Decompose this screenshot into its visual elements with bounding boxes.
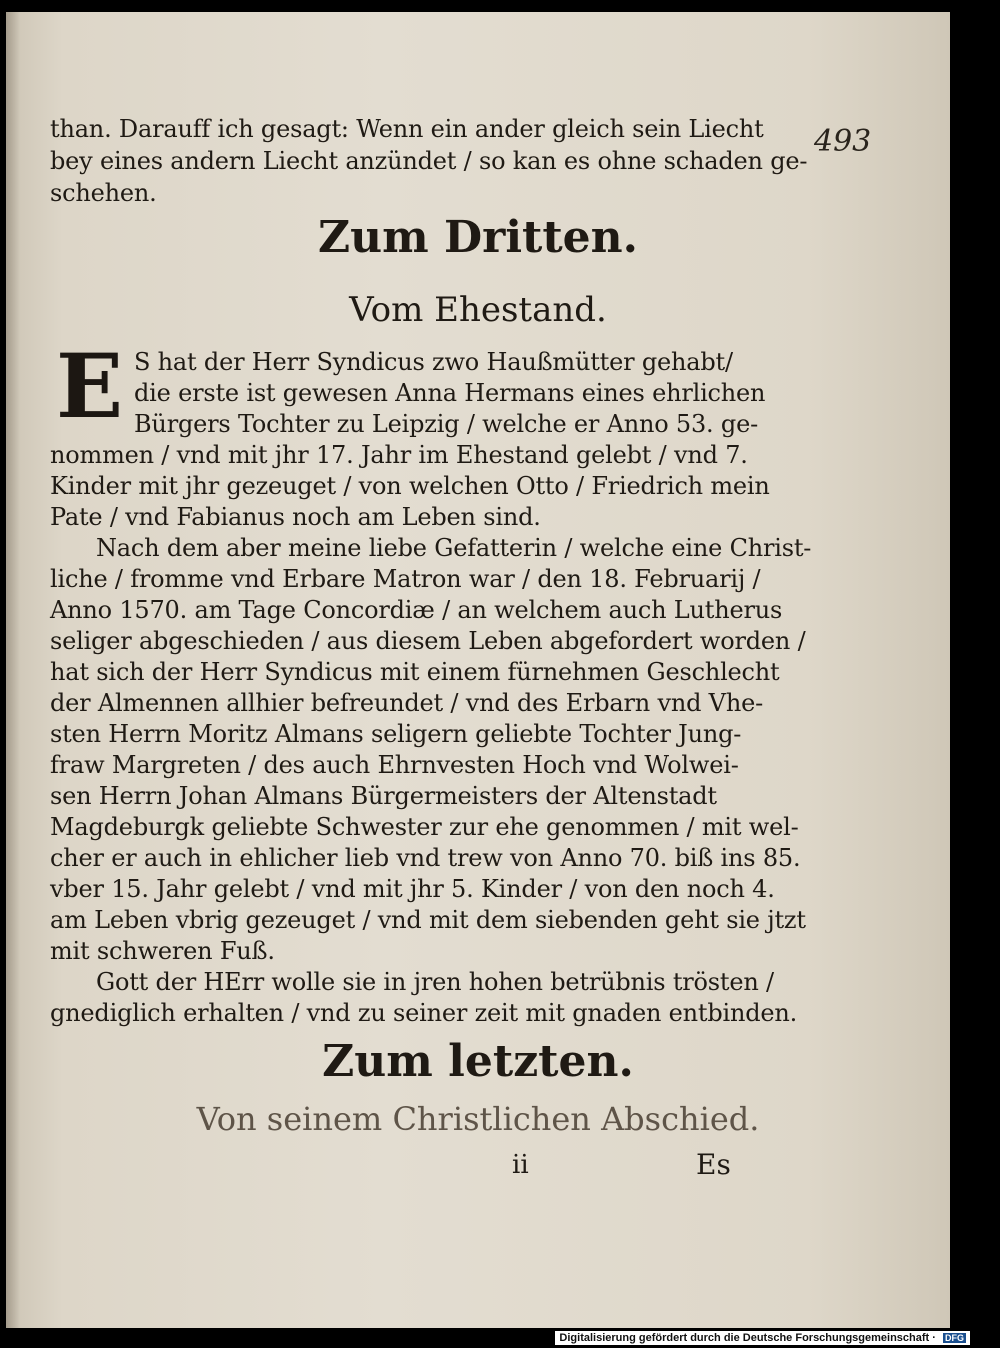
paragraph-line: Magdeburgk geliebte Schwester zur ehe genommen / mit wel- xyxy=(50,813,799,841)
signature-mark: ii xyxy=(512,1150,529,1180)
paragraph-line: Nach dem aber meine liebe Gefatterin / welche eine Christ- xyxy=(96,534,812,562)
continuation-line: schehen. xyxy=(50,179,157,207)
paragraph-line: gnediglich erhalten / vnd zu seiner zeit mit gnaden entbinden. xyxy=(50,999,798,1027)
paragraph-line: vber 15. Jahr gelebt / vnd mit jhr 5. Kinder / von den noch 4. xyxy=(50,875,775,903)
section-heading-last: Zum letzten. xyxy=(322,1036,634,1087)
paragraph-line: liche / fromme vnd Erbare Matron war / den 18. Februarij / xyxy=(50,565,761,593)
paragraph-line: S hat der Herr Syndicus zwo Haußmütter gehabt/ xyxy=(134,348,733,376)
book-page xyxy=(6,12,950,1328)
paragraph-line: Bürgers Tochter zu Leipzig / welche er Anno 53. ge- xyxy=(134,410,758,438)
funding-footer xyxy=(555,1331,970,1345)
paragraph-line: sten Herrn Moritz Almans seligern geliebte Tochter Jung- xyxy=(50,720,742,748)
footer-text: Digitalisierung gefördert durch die Deutsche Forschungsgemeinschaft · xyxy=(559,1332,936,1344)
dfg-logo-icon: DFG xyxy=(945,1333,964,1343)
continuation-line: bey eines andern Liecht anzündet / so kan es ohne schaden ge- xyxy=(50,147,808,175)
drop-cap-initial: E xyxy=(56,334,124,438)
paragraph-line: die erste ist gewesen Anna Hermans eines ehrlichen xyxy=(134,379,766,407)
paragraph-line: cher er auch in ehlicher lieb vnd trew von Anno 70. biß ins 85. xyxy=(50,844,801,872)
catchword: Es xyxy=(696,1148,731,1181)
paragraph-line: sen Herrn Johan Almans Bürgermeisters der Altenstadt xyxy=(50,782,717,810)
paragraph-line: nommen / vnd mit jhr 17. Jahr im Ehestand gelebt / vnd 7. xyxy=(50,441,748,469)
paragraph-line: der Almennen allhier befreundet / vnd des Erbarn vnd Vhe- xyxy=(50,689,763,717)
paragraph-line: Pate / vnd Fabianus noch am Leben sind. xyxy=(50,503,541,531)
paragraph-line: Gott der HErr wolle sie in jren hohen betrübnis trösten / xyxy=(96,968,774,996)
paragraph-line: fraw Margreten / des auch Ehrnvesten Hoch vnd Wolwei- xyxy=(50,751,739,779)
paragraph-line: Anno 1570. am Tage Concordiæ / an welchem auch Lutherus xyxy=(50,596,783,624)
paragraph-line: seliger abgeschieden / aus diesem Leben abgefordert worden / xyxy=(50,627,806,655)
paragraph-line: Kinder mit jhr gezeuget / von welchen Otto / Friedrich mein xyxy=(50,472,770,500)
section-subheading-marriage: Vom Ehestand. xyxy=(349,290,607,330)
continuation-line: than. Darauff ich gesagt: Wenn ein ander gleich sein Liecht xyxy=(50,115,764,143)
page-number: 493 xyxy=(814,124,872,159)
paragraph-line: am Leben vbrig gezeuget / vnd mit dem siebenden geht sie jtzt xyxy=(50,906,806,934)
paragraph-line: mit schweren Fuß. xyxy=(50,937,275,965)
section-heading-third: Zum Dritten. xyxy=(318,212,638,263)
section-subheading-farewell: Von seinem Christlichen Abschied. xyxy=(196,1100,760,1138)
paragraph-line: hat sich der Herr Syndicus mit einem fürnehmen Geschlecht xyxy=(50,658,780,686)
